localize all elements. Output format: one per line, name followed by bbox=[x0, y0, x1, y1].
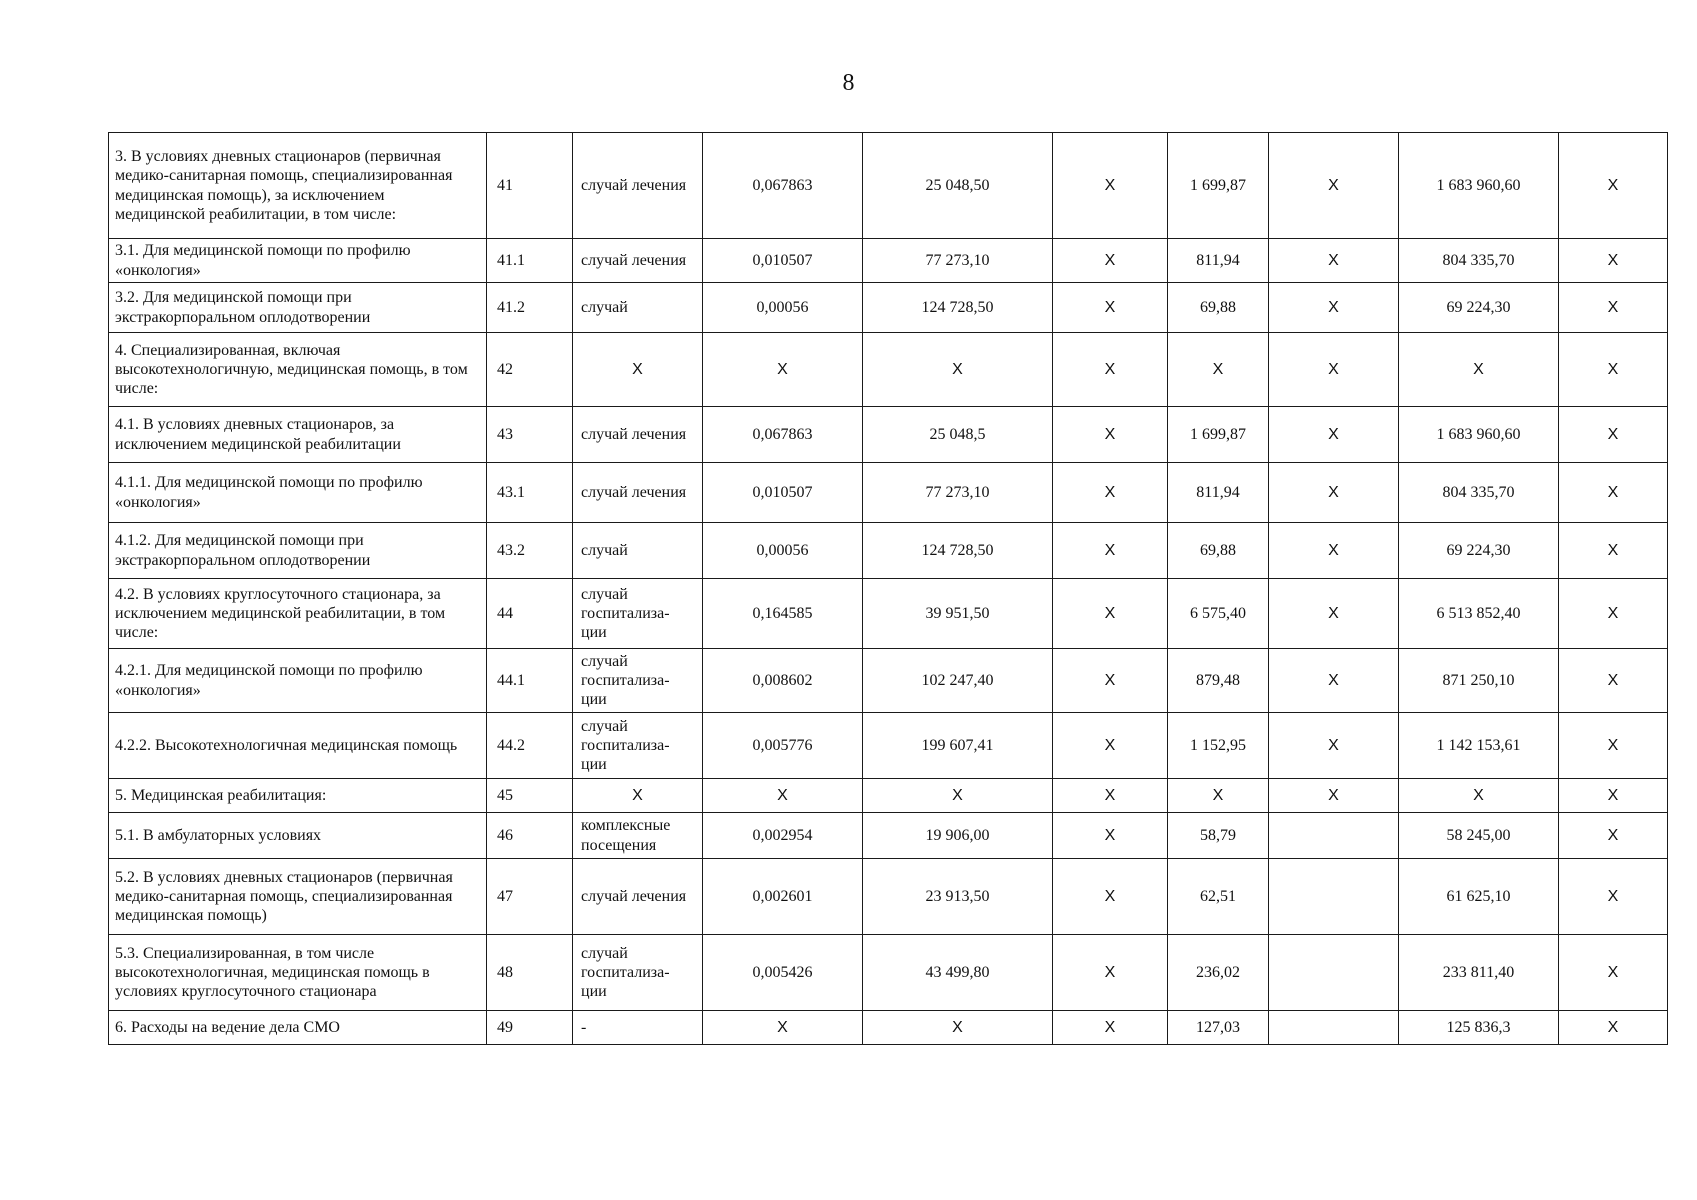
row-col4: 0,005426 bbox=[703, 935, 863, 1011]
row-col4: 0,067863 bbox=[703, 133, 863, 239]
row-code: 44 bbox=[487, 579, 573, 649]
row-name: 6. Расходы на ведение дела СМО bbox=[109, 1011, 487, 1045]
row-col6: X bbox=[1053, 935, 1168, 1011]
table-row bbox=[109, 935, 1668, 1011]
row-unit: случай госпитализа-ции bbox=[573, 579, 703, 649]
row-col5: 23 913,50 bbox=[863, 859, 1053, 935]
row-unit: случай лечения bbox=[573, 859, 703, 935]
row-col5: 77 273,10 bbox=[863, 463, 1053, 523]
row-col5: 77 273,10 bbox=[863, 239, 1053, 283]
row-col8 bbox=[1269, 1011, 1399, 1045]
row-name: 4.2. В условиях круглосуточного стационара, за исключением медицинской реабилитации, в том числе: bbox=[109, 579, 487, 649]
table-row bbox=[109, 1011, 1668, 1045]
row-col10: X bbox=[1559, 859, 1668, 935]
row-unit: случай лечения bbox=[573, 463, 703, 523]
row-name: 4.1. В условиях дневных стационаров, за исключением медицинской реабилитации bbox=[109, 407, 487, 463]
row-col9: 61 625,10 bbox=[1399, 859, 1559, 935]
row-code: 45 bbox=[487, 779, 573, 813]
row-col5: X bbox=[863, 1011, 1053, 1045]
row-unit: случай госпитализа-ции bbox=[573, 935, 703, 1011]
table-row bbox=[109, 813, 1668, 859]
row-code: 43.1 bbox=[487, 463, 573, 523]
row-col10: X bbox=[1559, 407, 1668, 463]
row-col6: X bbox=[1053, 713, 1168, 779]
row-col8: X bbox=[1269, 283, 1399, 333]
row-col8: X bbox=[1269, 579, 1399, 649]
row-col6: X bbox=[1053, 649, 1168, 713]
table-row bbox=[109, 407, 1668, 463]
row-col4: 0,164585 bbox=[703, 579, 863, 649]
row-name: 4.1.2. Для медицинской помощи при экстракорпоральном оплодотворении bbox=[109, 523, 487, 579]
row-code: 44.2 bbox=[487, 713, 573, 779]
row-col9: 1 683 960,60 bbox=[1399, 133, 1559, 239]
row-name: 5. Медицинская реабилитация: bbox=[109, 779, 487, 813]
row-col4: 0,00056 bbox=[703, 523, 863, 579]
row-name: 5.3. Специализированная, в том числе высокотехнологичная, медицинская помощь в условиях круглосуточного стационара bbox=[109, 935, 487, 1011]
row-col8: X bbox=[1269, 333, 1399, 407]
row-col9: 871 250,10 bbox=[1399, 649, 1559, 713]
row-col8: X bbox=[1269, 239, 1399, 283]
row-col10: X bbox=[1559, 935, 1668, 1011]
row-col4: 0,010507 bbox=[703, 463, 863, 523]
row-col6: X bbox=[1053, 579, 1168, 649]
row-col10: X bbox=[1559, 579, 1668, 649]
row-col4: 0,005776 bbox=[703, 713, 863, 779]
row-col7: 69,88 bbox=[1168, 283, 1269, 333]
row-name: 4. Специализированная, включая высокотехнологичную, медицинская помощь, в том числе: bbox=[109, 333, 487, 407]
row-col5: 25 048,5 bbox=[863, 407, 1053, 463]
table-row bbox=[109, 579, 1668, 649]
row-col10: X bbox=[1559, 649, 1668, 713]
row-col9: 125 836,3 bbox=[1399, 1011, 1559, 1045]
row-col5: 25 048,50 bbox=[863, 133, 1053, 239]
row-code: 42 bbox=[487, 333, 573, 407]
row-unit: комплексные посещения bbox=[573, 813, 703, 859]
table-row bbox=[109, 333, 1668, 407]
table-row bbox=[109, 523, 1668, 579]
row-col9: 804 335,70 bbox=[1399, 239, 1559, 283]
row-col10: X bbox=[1559, 133, 1668, 239]
row-col8: X bbox=[1269, 133, 1399, 239]
row-col8: X bbox=[1269, 407, 1399, 463]
row-code: 41.2 bbox=[487, 283, 573, 333]
row-col7: 811,94 bbox=[1168, 463, 1269, 523]
row-col4: 0,002954 bbox=[703, 813, 863, 859]
row-col9: X bbox=[1399, 779, 1559, 813]
page-number: 8 bbox=[842, 70, 855, 96]
row-col6: X bbox=[1053, 239, 1168, 283]
table-row bbox=[109, 859, 1668, 935]
row-name: 3.2. Для медицинской помощи при экстракорпоральном оплодотворении bbox=[109, 283, 487, 333]
row-col10: X bbox=[1559, 333, 1668, 407]
row-col6: X bbox=[1053, 133, 1168, 239]
row-col10: X bbox=[1559, 523, 1668, 579]
row-col8: X bbox=[1269, 649, 1399, 713]
row-col8: X bbox=[1269, 779, 1399, 813]
row-col9: 58 245,00 bbox=[1399, 813, 1559, 859]
row-col4: X bbox=[703, 779, 863, 813]
table-body bbox=[109, 133, 1668, 1045]
row-col6: X bbox=[1053, 333, 1168, 407]
row-code: 49 bbox=[487, 1011, 573, 1045]
row-col5: 43 499,80 bbox=[863, 935, 1053, 1011]
row-col7: 6 575,40 bbox=[1168, 579, 1269, 649]
row-col5: 102 247,40 bbox=[863, 649, 1053, 713]
row-col5: 199 607,41 bbox=[863, 713, 1053, 779]
row-col8 bbox=[1269, 813, 1399, 859]
row-col10: X bbox=[1559, 713, 1668, 779]
row-col6: X bbox=[1053, 859, 1168, 935]
row-col7: X bbox=[1168, 779, 1269, 813]
row-col7: 1 699,87 bbox=[1168, 133, 1269, 239]
row-unit: случай лечения bbox=[573, 239, 703, 283]
row-col5: X bbox=[863, 333, 1053, 407]
row-col5: 39 951,50 bbox=[863, 579, 1053, 649]
row-code: 44.1 bbox=[487, 649, 573, 713]
row-col6: X bbox=[1053, 463, 1168, 523]
row-col7: X bbox=[1168, 333, 1269, 407]
row-col4: 0,008602 bbox=[703, 649, 863, 713]
table-row bbox=[109, 283, 1668, 333]
row-name: 4.1.1. Для медицинской помощи по профилю «онкология» bbox=[109, 463, 487, 523]
row-unit: случай госпитализа-ции bbox=[573, 649, 703, 713]
row-col9: 233 811,40 bbox=[1399, 935, 1559, 1011]
row-code: 41.1 bbox=[487, 239, 573, 283]
row-name: 3. В условиях дневных стационаров (первичная медико-санитарная помощь, специализированная медицинская помощь), за исключением медицинской реабилитации, в том числе: bbox=[109, 133, 487, 239]
financing-table bbox=[108, 132, 1668, 1045]
row-code: 43 bbox=[487, 407, 573, 463]
row-col8: X bbox=[1269, 523, 1399, 579]
row-col5: 19 906,00 bbox=[863, 813, 1053, 859]
table-row bbox=[109, 649, 1668, 713]
row-col6: X bbox=[1053, 779, 1168, 813]
row-col7: 1 699,87 bbox=[1168, 407, 1269, 463]
row-col4: X bbox=[703, 333, 863, 407]
row-name: 3.1. Для медицинской помощи по профилю «онкология» bbox=[109, 239, 487, 283]
row-col9: 1 142 153,61 bbox=[1399, 713, 1559, 779]
row-col7: 811,94 bbox=[1168, 239, 1269, 283]
row-col9: 6 513 852,40 bbox=[1399, 579, 1559, 649]
row-col8 bbox=[1269, 859, 1399, 935]
row-code: 47 bbox=[487, 859, 573, 935]
table-row bbox=[109, 463, 1668, 523]
table-row bbox=[109, 239, 1668, 283]
row-col8 bbox=[1269, 935, 1399, 1011]
row-col5: 124 728,50 bbox=[863, 283, 1053, 333]
row-col4: 0,067863 bbox=[703, 407, 863, 463]
row-unit: случай лечения bbox=[573, 407, 703, 463]
row-col7: 879,48 bbox=[1168, 649, 1269, 713]
row-col8: X bbox=[1269, 713, 1399, 779]
row-col6: X bbox=[1053, 407, 1168, 463]
row-col7: 127,03 bbox=[1168, 1011, 1269, 1045]
row-unit: случай bbox=[573, 283, 703, 333]
row-col6: X bbox=[1053, 813, 1168, 859]
table-row bbox=[109, 133, 1668, 239]
row-col8: X bbox=[1269, 463, 1399, 523]
row-code: 46 bbox=[487, 813, 573, 859]
row-col10: X bbox=[1559, 1011, 1668, 1045]
row-col9: 69 224,30 bbox=[1399, 523, 1559, 579]
row-code: 48 bbox=[487, 935, 573, 1011]
row-name: 4.2.1. Для медицинской помощи по профилю «онкология» bbox=[109, 649, 487, 713]
row-col7: 236,02 bbox=[1168, 935, 1269, 1011]
row-unit: случай bbox=[573, 523, 703, 579]
row-col7: 62,51 bbox=[1168, 859, 1269, 935]
row-col9: 1 683 960,60 bbox=[1399, 407, 1559, 463]
row-col10: X bbox=[1559, 463, 1668, 523]
row-col10: X bbox=[1559, 283, 1668, 333]
row-col7: 58,79 bbox=[1168, 813, 1269, 859]
row-col7: 1 152,95 bbox=[1168, 713, 1269, 779]
table-row bbox=[109, 713, 1668, 779]
row-unit: случай лечения bbox=[573, 133, 703, 239]
row-col5: X bbox=[863, 779, 1053, 813]
row-name: 5.1. В амбулаторных условиях bbox=[109, 813, 487, 859]
row-col9: 804 335,70 bbox=[1399, 463, 1559, 523]
row-col6: X bbox=[1053, 523, 1168, 579]
row-unit: X bbox=[573, 779, 703, 813]
row-col10: X bbox=[1559, 779, 1668, 813]
table-row bbox=[109, 779, 1668, 813]
row-col7: 69,88 bbox=[1168, 523, 1269, 579]
row-name: 4.2.2. Высокотехнологичная медицинская помощь bbox=[109, 713, 487, 779]
row-col9: X bbox=[1399, 333, 1559, 407]
row-code: 43.2 bbox=[487, 523, 573, 579]
row-col10: X bbox=[1559, 239, 1668, 283]
row-col9: 69 224,30 bbox=[1399, 283, 1559, 333]
row-name: 5.2. В условиях дневных стационаров (первичная медико-санитарная помощь, специализированная медицинская помощь) bbox=[109, 859, 487, 935]
row-col4: 0,00056 bbox=[703, 283, 863, 333]
row-col4: X bbox=[703, 1011, 863, 1045]
row-col4: 0,010507 bbox=[703, 239, 863, 283]
row-col5: 124 728,50 bbox=[863, 523, 1053, 579]
row-unit: - bbox=[573, 1011, 703, 1045]
row-unit: X bbox=[573, 333, 703, 407]
row-col6: X bbox=[1053, 1011, 1168, 1045]
row-col10: X bbox=[1559, 813, 1668, 859]
row-col4: 0,002601 bbox=[703, 859, 863, 935]
row-col6: X bbox=[1053, 283, 1168, 333]
row-code: 41 bbox=[487, 133, 573, 239]
row-unit: случай госпитализа-ции bbox=[573, 713, 703, 779]
